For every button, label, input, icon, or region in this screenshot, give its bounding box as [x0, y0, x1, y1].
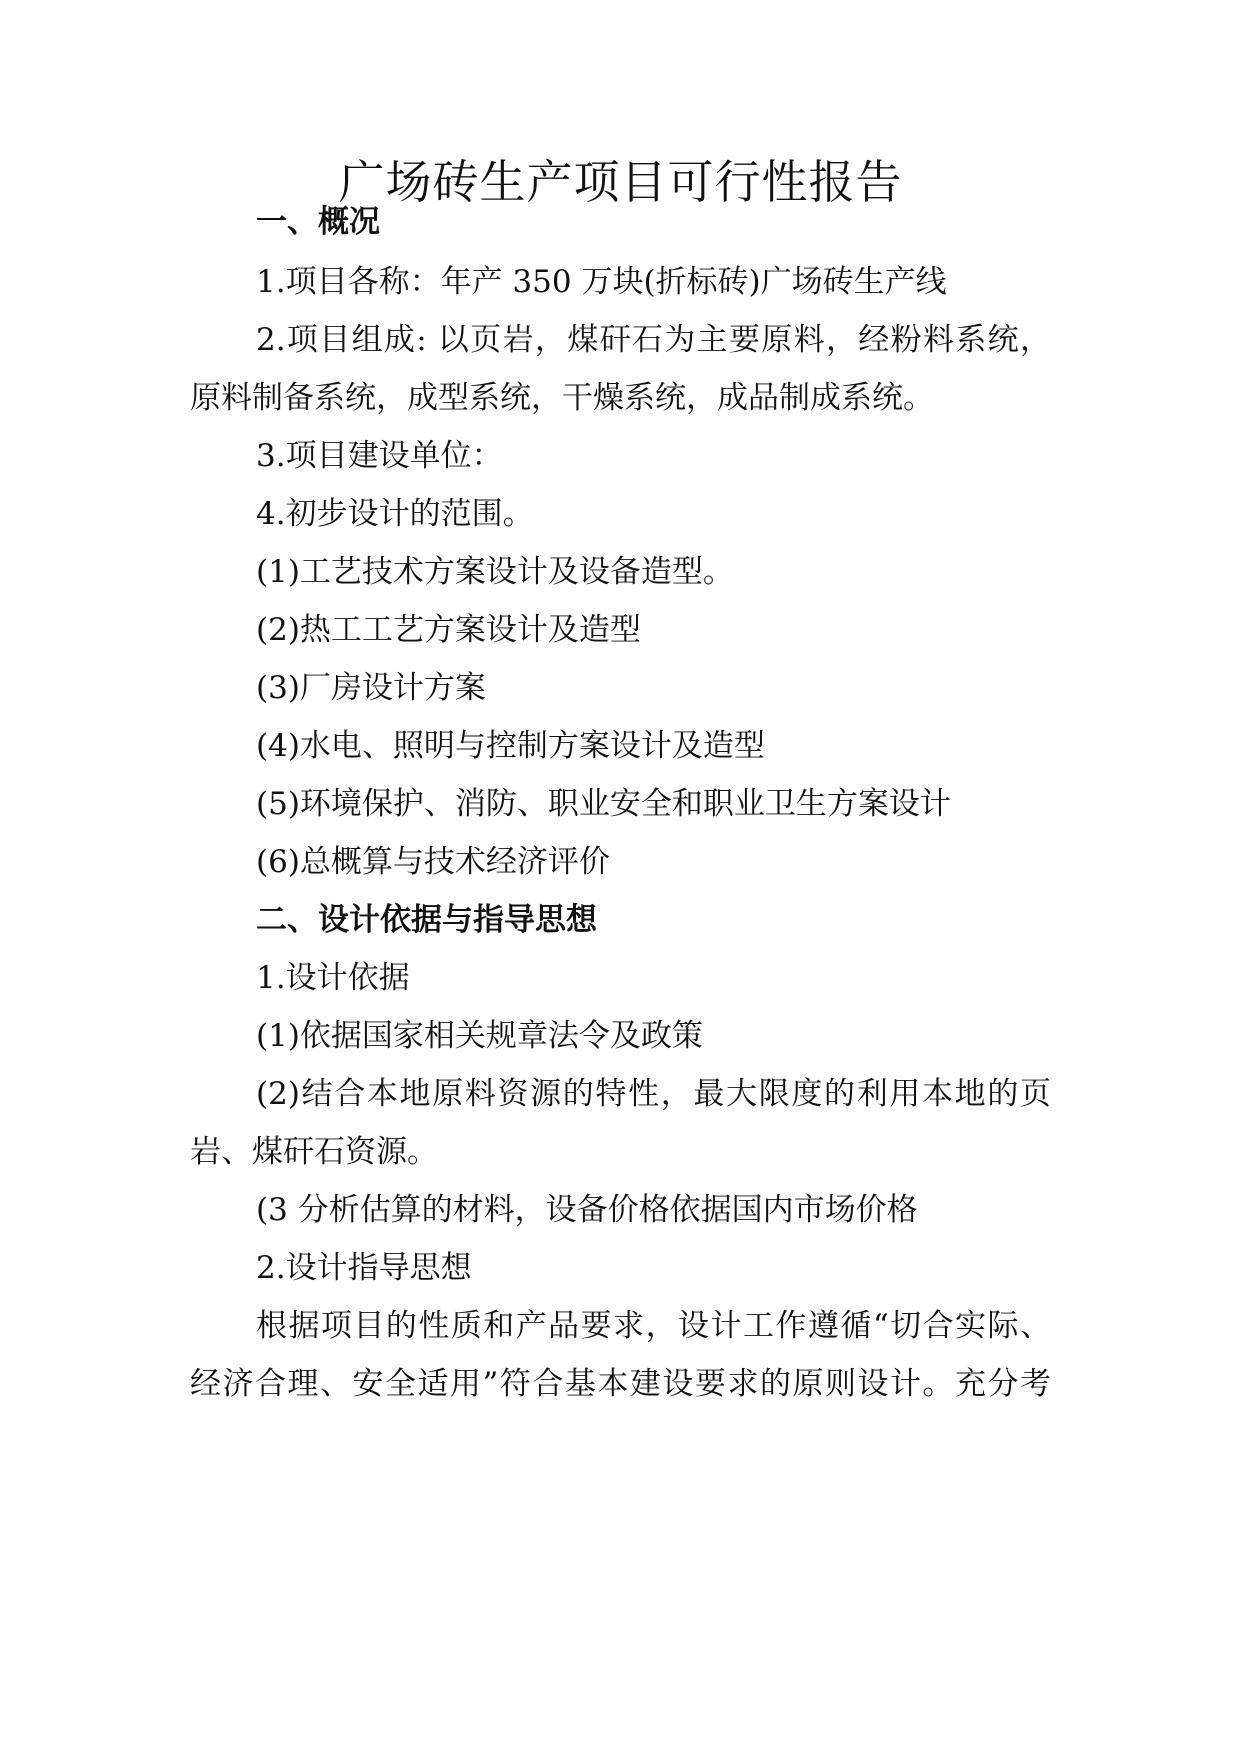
item-design-guidance: 2.设计指导思想 — [256, 1250, 472, 1286]
basis-item-2-cont: 岩、煤矸石资源。 — [190, 1134, 438, 1170]
basis-item-3: (3 分析估算的材料，设备价格依据国内市场价格 — [256, 1192, 918, 1228]
section-heading-design-basis: 二、设计依据与指导思想 — [256, 902, 597, 938]
scope-item-4: (4)水电、照明与控制方案设计及造型 — [256, 728, 765, 764]
item-project-composition-cont: 原料制备系统，成型系统，干燥系统，成品制成系统。 — [190, 380, 934, 416]
scope-item-3: (3)厂房设计方案 — [256, 670, 486, 706]
item-design-basis: 1.设计依据 — [256, 960, 410, 996]
scope-item-5: (5)环境保护、消防、职业安全和职业卫生方案设计 — [256, 786, 951, 822]
scope-item-1: (1)工艺技术方案设计及设备造型。 — [256, 554, 734, 590]
item-construction-unit: 3.项目建设单位： — [256, 438, 503, 474]
scope-item-6: (6)总概算与技术经济评价 — [256, 844, 610, 880]
item-design-scope: 4.初步设计的范围。 — [256, 496, 534, 532]
basis-item-1: (1)依据国家相关规章法令及政策 — [256, 1018, 703, 1054]
item-project-name: 1.项目各称：年产 350 万块(折标砖)广场砖生产线 — [256, 264, 947, 300]
section-heading-overview: 一、概况 — [256, 204, 380, 240]
item-project-composition: 2.项目组成: 以页岩，煤矸石为主要原料，经粉料系统， — [256, 322, 1051, 358]
guidance-paragraph-cont: 经济合理、安全适用”符合基本建设要求的原则设计。充分考 — [190, 1366, 1051, 1402]
document-title: 广场砖生产项目可行性报告 — [338, 155, 903, 209]
scope-item-2: (2)热工工艺方案设计及造型 — [256, 612, 641, 648]
guidance-paragraph: 根据项目的性质和产品要求，设计工作遵循“切合实际、 — [256, 1308, 1051, 1344]
basis-item-2: (2)结合本地原料资源的特性，最大限度的利用本地的页 — [256, 1076, 1051, 1112]
